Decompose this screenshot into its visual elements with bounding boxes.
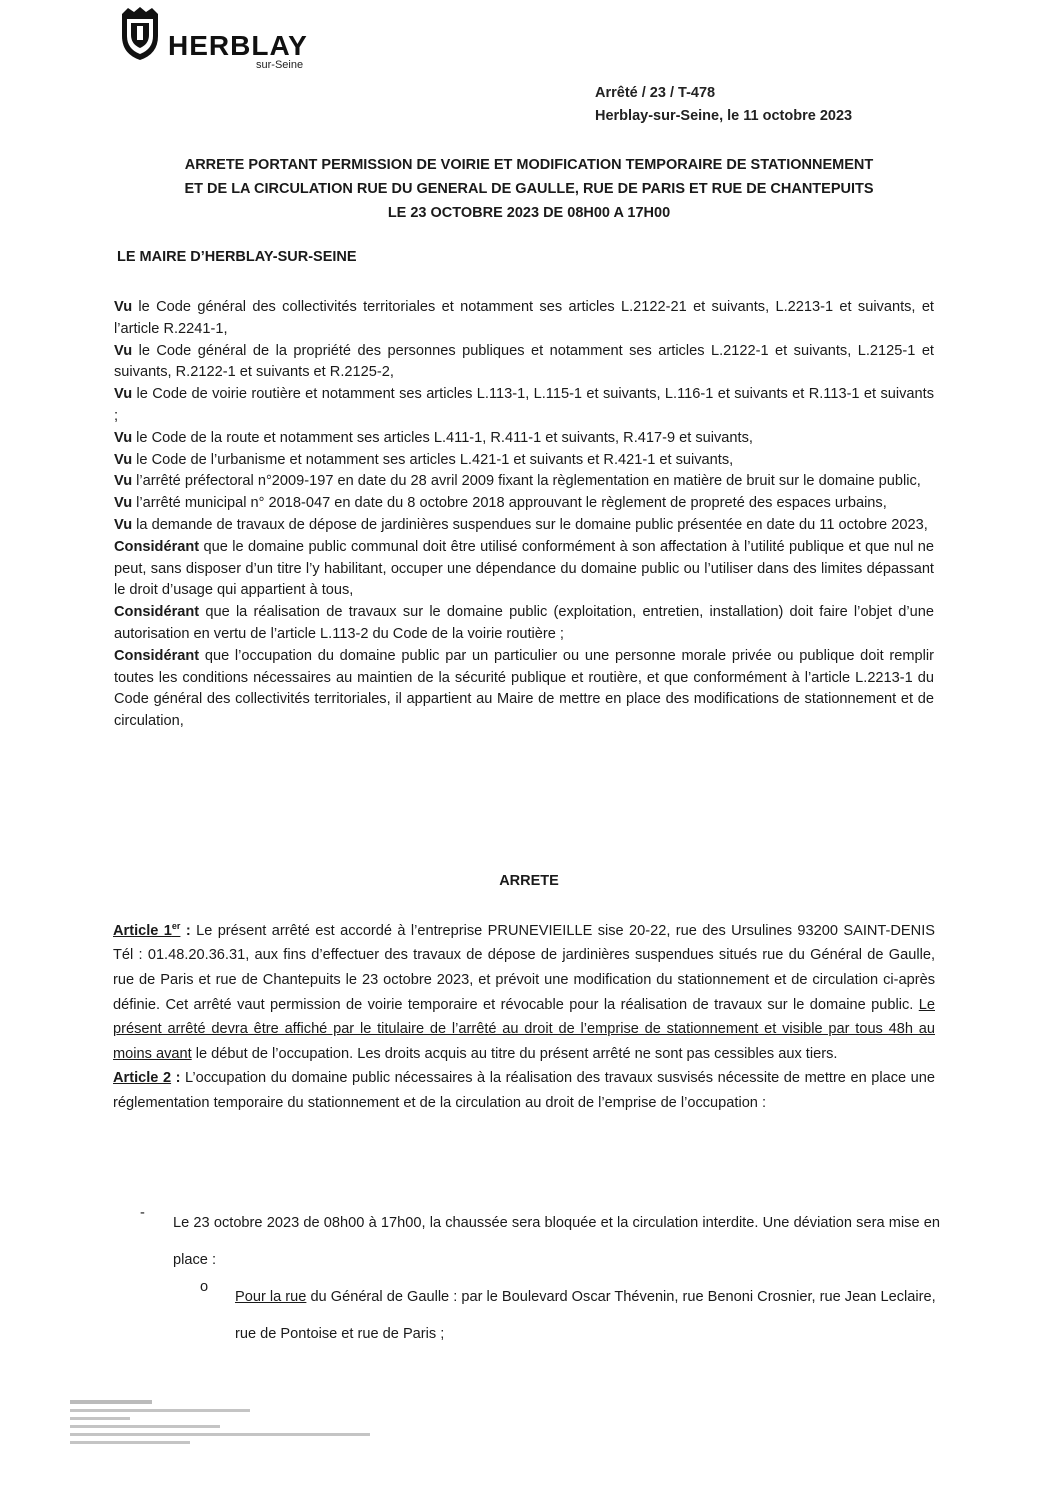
- visa-lead: Vu: [114, 342, 133, 359]
- visa-text: l’arrêté préfectoral n°2009-197 en date du 28 avril 2009 fixant la règlementation en matière de bruit sur le domaine public,: [132, 473, 921, 490]
- visa-paragraph: [114, 384, 934, 428]
- list-item-text: Le 23 octobre 2023 de 08h00 à 17h00, la chaussée sera bloquée et la circulation interdite. Une déviation sera mise en place :: [173, 1215, 940, 1268]
- article-2: [113, 1066, 935, 1115]
- considerant-text: que le domaine public communal doit être utilisé conformément à son affectation à l’utilité publique et que nul ne peut, sans disposer d’un titre l’y habilitant, occuper une dépendance du domaine public ou l’utiliser dans des limites dépassant le droit d’usage qui appartient à tous,: [114, 538, 934, 599]
- crest-icon: [118, 6, 162, 62]
- logo-name: HERBLAY: [168, 30, 308, 61]
- considerant-lead: Considérant: [114, 538, 200, 555]
- visa-lead: Vu: [114, 473, 133, 490]
- visa-text: l’arrêté municipal n° 2018-047 en date du 8 octobre 2018 approuvant le règlement de propreté des espaces urbains,: [132, 495, 887, 512]
- issuer-heading: LE MAIRE D’HERBLAY-SUR-SEINE: [117, 249, 357, 265]
- bullet-dash: -: [140, 1205, 145, 1221]
- visa-paragraph: [114, 450, 934, 472]
- visa-paragraph: [114, 428, 934, 450]
- footer-contact-block: [70, 1400, 380, 1460]
- title-line: LE 23 OCTOBRE 2023 DE 08H00 A 17H00: [387, 205, 671, 221]
- article-1-text-end: le début de l’occupation. Les droits acquis au titre du présent arrêté ne sont pas cessibles aux tiers.: [191, 1045, 838, 1062]
- document-title: [90, 153, 968, 225]
- considerant-paragraph: [114, 537, 934, 602]
- sub-list-item-text: Pour la rue du Général de Gaulle : par le Boulevard Oscar Thévenin, rue Benoni Crosnier, rue Jean Leclaire, rue de Pontoise et rue de Paris ;: [235, 1289, 936, 1342]
- reference-number: Arrêté / 23 / T-478: [595, 85, 716, 101]
- visa-lead: Vu: [114, 299, 133, 315]
- visa-paragraph: [114, 297, 934, 341]
- article-2-text: L’occupation du domaine public nécessaires à la réalisation des travaux susvisés nécessite de mettre en place une réglementation temporaire du stationnement et de la circulation au droit de l’emprise de l’occupation :: [113, 1070, 936, 1112]
- considerant-paragraph: [114, 602, 934, 646]
- article-1-colon: :: [180, 922, 191, 939]
- bullet-circle: o: [200, 1279, 209, 1295]
- visa-paragraph: [114, 471, 934, 493]
- visa-lead: Vu: [114, 451, 133, 468]
- article-1-text: Le présent arrêté est accordé à l’entreprise PRUNEVIEILLE sise 20-22, rue des Ursulines 93200 SAINT-DENIS Tél : 01.48.20.36.31, aux fins d’effectuer des travaux de dépose de jardinières suspendues situés rue du Général de Gaulle, rue de Paris et rue de Chantepuits le 23 octobre 2023, et prévoit une modification du stationnement et de circulation ci-après définie. Cet arrêté vaut permission de voirie temporaire et révocable pour la réalisation de travaux sur le domaine public.: [113, 922, 935, 1013]
- visa-lead: Vu: [114, 516, 133, 533]
- visa-text: le Code de voirie routière et notamment ses articles L.113-1, L.115-1 et suivants, L.116-1 et suivants et R.113-1 et suivants ;: [114, 386, 934, 424]
- article-2-title: Article 2: [113, 1070, 172, 1087]
- title-line: ET DE LA CIRCULATION RUE DU GENERAL DE GAULLE, RUE DE PARIS ET RUE DE CHANTEPUITS: [184, 181, 874, 197]
- sub-list-item: [200, 1279, 940, 1353]
- sub-list-item-underlined: Pour la rue: [235, 1289, 307, 1305]
- visa-text: le Code de l’urbanisme et notamment ses articles L.421-1 et suivants et R.421-1 et suivants,: [132, 451, 734, 468]
- visa-lead: Vu: [114, 386, 133, 403]
- visa-paragraph: [114, 341, 934, 385]
- title-line: ARRETE PORTANT PERMISSION DE VOIRIE ET MODIFICATION TEMPORAIRE DE STATIONNEMENT: [184, 157, 874, 173]
- considerant-paragraph: [114, 646, 934, 733]
- arrete-heading: ARRETE: [499, 873, 559, 889]
- article-1-title: Article 1er: [113, 921, 181, 939]
- visa-lead: Vu: [114, 429, 133, 446]
- considerant-text: que la réalisation de travaux sur le domaine public (exploitation, entretien, installation) doit faire l’objet d’une autorisation en vertu de l’article L.113-2 du Code de la voirie routière ;: [114, 604, 934, 642]
- article-1: [113, 914, 935, 1066]
- articles-section: [113, 914, 935, 1116]
- visa-text: le Code général des collectivités territoriales et notamment ses articles L.2122-21 et suivants, L.2213-1 et suivants, et l’article R.2241-1,: [114, 299, 934, 337]
- place-date: Herblay-sur-Seine, le 11 octobre 2023: [595, 108, 853, 124]
- visa-paragraph: [114, 493, 934, 515]
- article-2-colon: :: [171, 1070, 181, 1087]
- city-logo: [118, 6, 328, 70]
- considerant-lead: Considérant: [114, 604, 200, 621]
- visa-paragraph: [114, 515, 934, 537]
- visa-lead: Vu: [114, 495, 133, 512]
- reference-block: [595, 82, 852, 128]
- considerant-lead: Considérant: [114, 647, 200, 664]
- visa-text: la demande de travaux de dépose de jardinières suspendues sur le domaine public présentée en date du 11 octobre 2023,: [132, 516, 928, 533]
- article-1-underlined-text: Le présent arrêté devra être affiché par le titulaire de l’arrêté au droit de l’emprise de stationnement et visible par tous 48h au moins avant: [113, 996, 935, 1062]
- visa-text: le Code général de la propriété des personnes publiques et notamment ses articles L.2122-1 et suivants, L.2125-1 et suivants, R.2122-1 et suivants et R.2125-2,: [114, 342, 934, 381]
- visas-section: [114, 297, 934, 733]
- visa-text: le Code de la route et notamment ses articles L.411-1, R.411-1 et suivants, R.417-9 et suivants,: [132, 429, 753, 446]
- considerant-text: que l’occupation du domaine public par un particulier ou une personne morale privée ou publique doit remplir toutes les conditions nécessaires au maintien de la sécurité publique et routière, et que conformément à l’article L.2213-1 du Code général des collectivités territoriales, il appartient au Maire de mettre en place des modifications de stationnement et de circulation,: [114, 647, 934, 730]
- list-item: [140, 1205, 940, 1279]
- logo-subtitle: sur-Seine: [256, 59, 304, 71]
